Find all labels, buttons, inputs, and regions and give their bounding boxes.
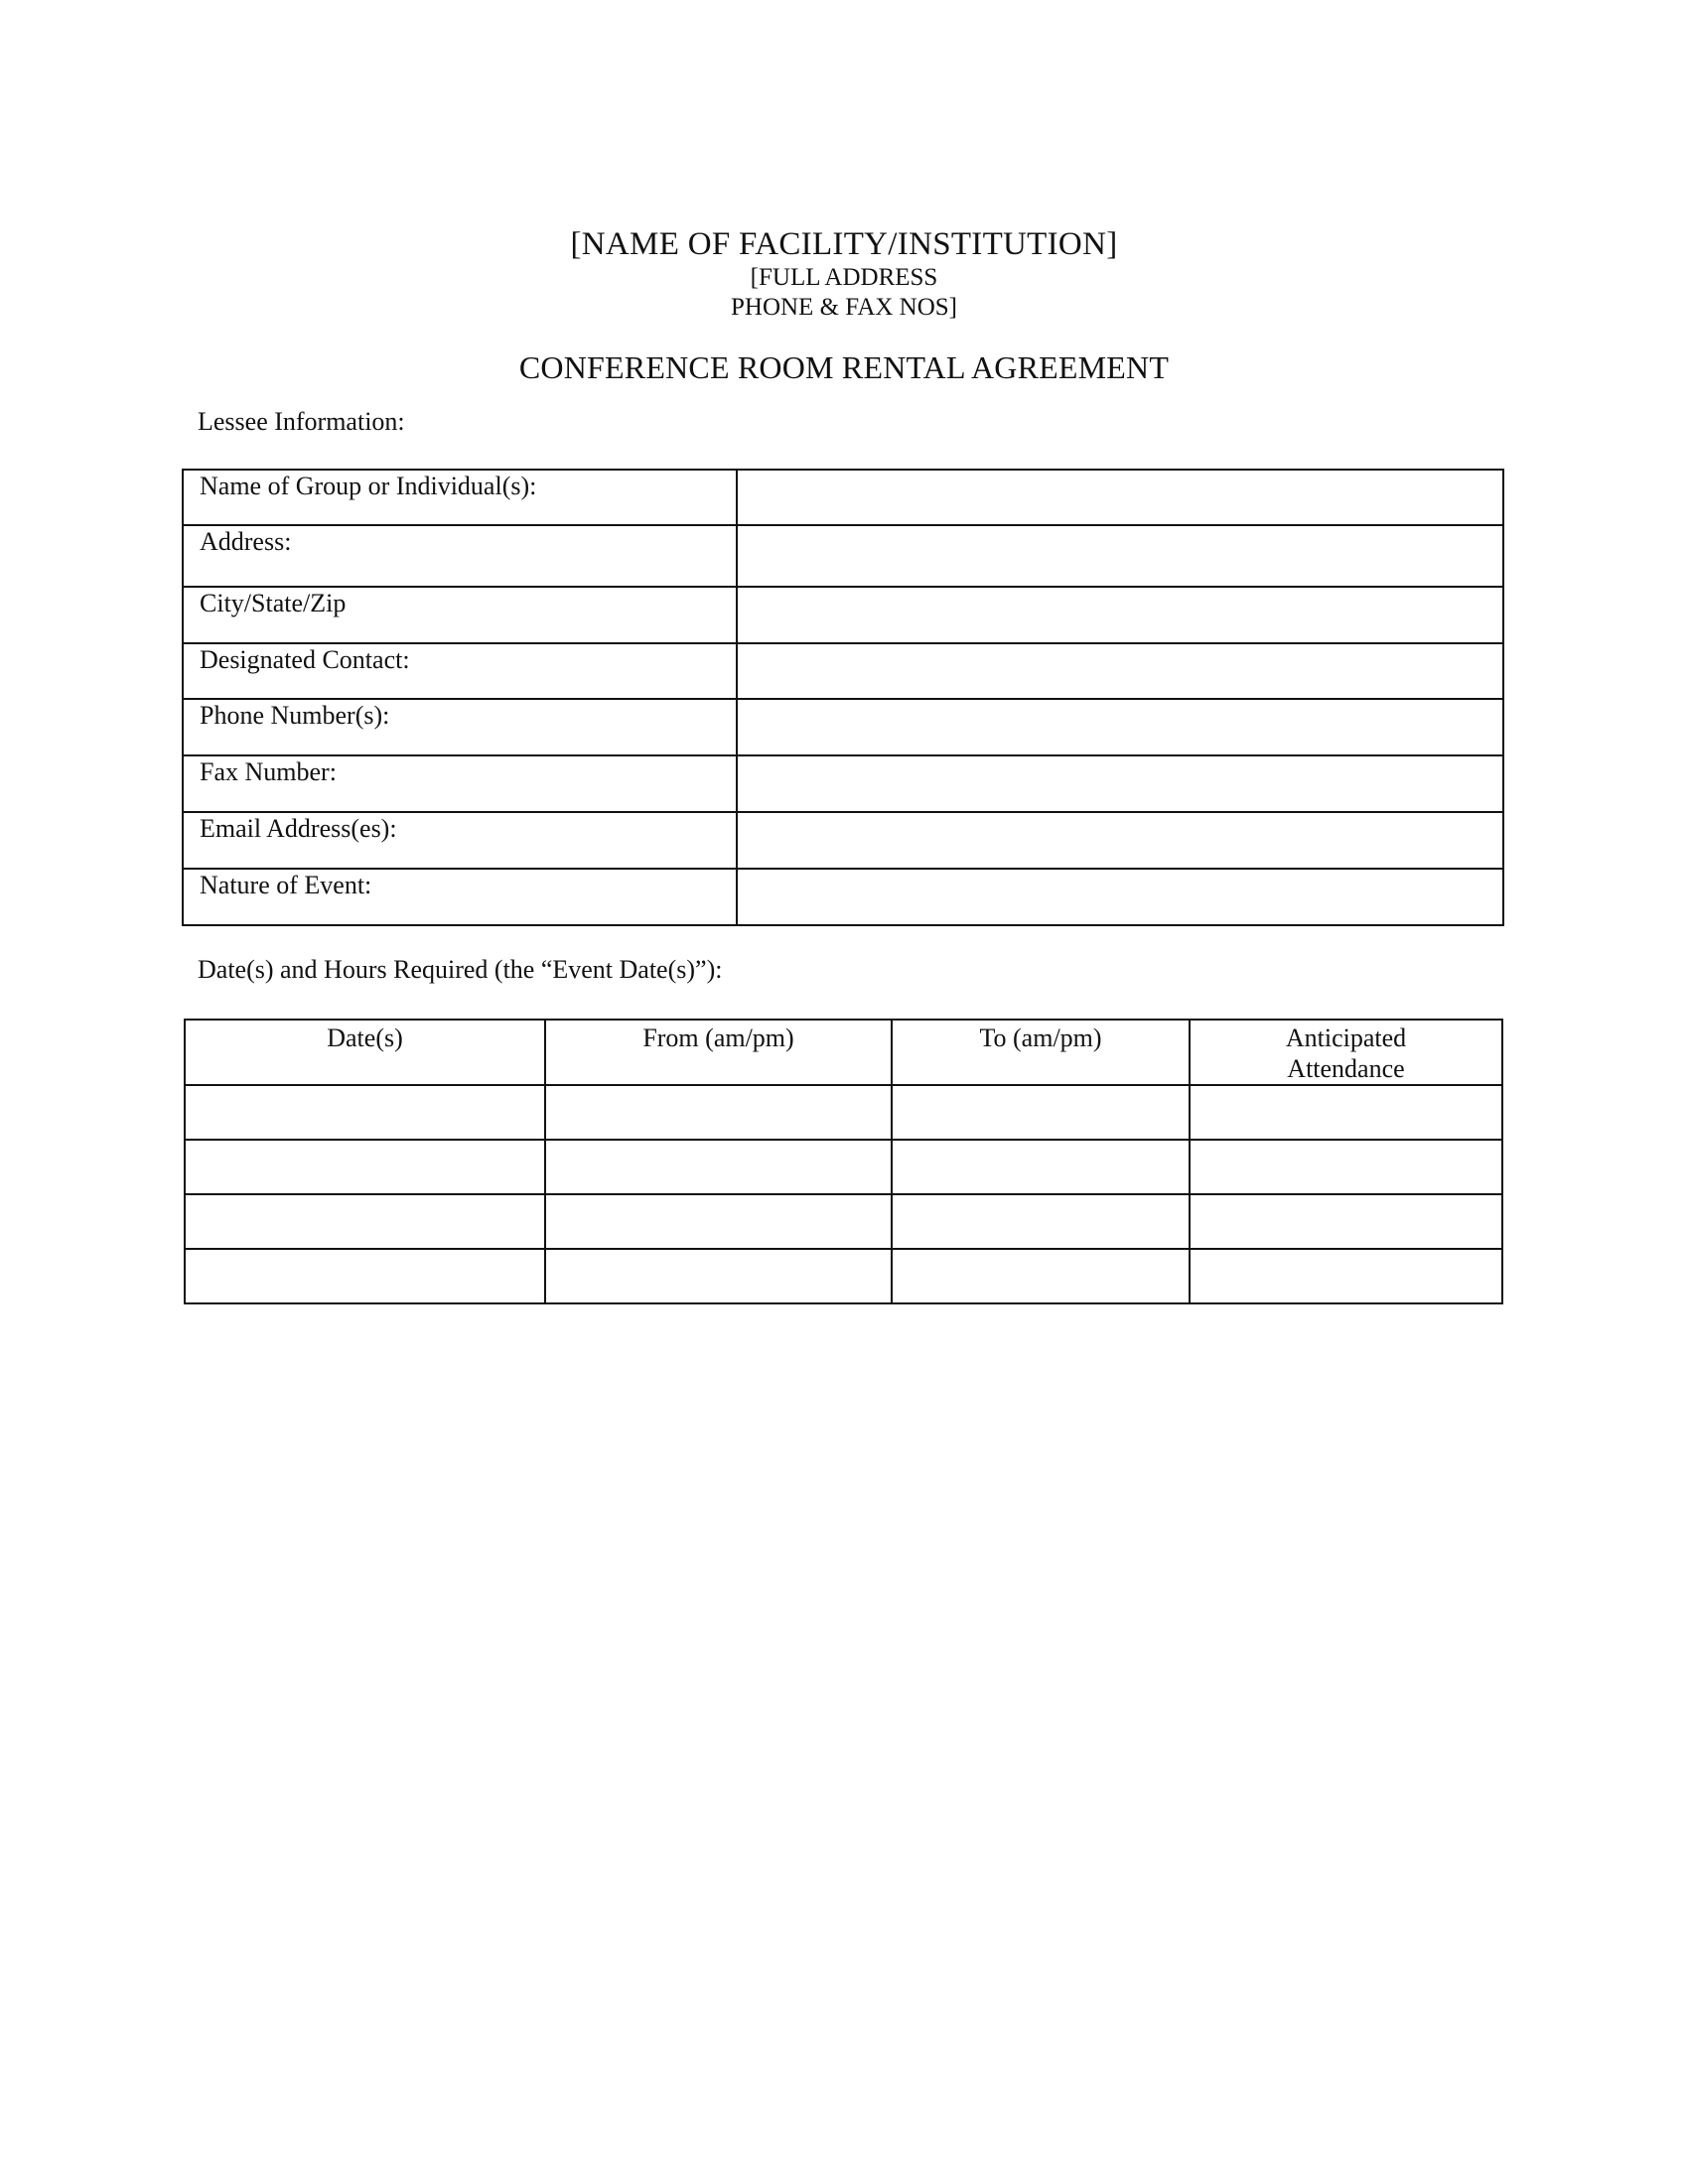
date-cell[interactable] [185,1140,545,1194]
facility-name: [NAME OF FACILITY/INSTITUTION] [570,226,1118,262]
table-row [183,587,1503,643]
table-row [183,869,1503,925]
phone-fax-line: PHONE & FAX NOS] [730,294,958,321]
city-state-zip-label: City/State/Zip [183,587,737,643]
to-time-cell[interactable] [892,1194,1190,1249]
email-addresses-field[interactable] [737,812,1503,869]
event-dates-heading: Date(s) and Hours Required (the “Event Date(s)”): [198,955,723,984]
document-title: CONFERENCE ROOM RENTAL AGREEMENT [518,349,1170,385]
to-time-cell[interactable] [892,1085,1190,1140]
city-state-zip-field[interactable] [737,587,1503,643]
table-row [183,812,1503,869]
attendance-cell[interactable] [1190,1085,1502,1140]
phone-numbers-field[interactable] [737,699,1503,755]
from-time-cell[interactable] [545,1085,892,1140]
group-name-field[interactable] [737,470,1503,525]
to-column-header: To (am/pm) [892,1020,1190,1085]
to-time-cell[interactable] [892,1249,1190,1303]
table-row [185,1140,1502,1194]
attendance-cell[interactable] [1190,1249,1502,1303]
lessee-info-table [182,469,1504,926]
table-row [183,643,1503,699]
fax-number-label: Fax Number: [183,755,737,812]
to-time-cell[interactable] [892,1140,1190,1194]
table-row [183,525,1503,587]
address-label: Address: [183,525,737,587]
attendance-column-header: Anticipated Attendance [1190,1020,1502,1085]
nature-of-event-label: Nature of Event: [183,869,737,925]
table-header-row [185,1020,1502,1085]
email-addresses-label: Email Address(es): [183,812,737,869]
group-name-label: Name of Group or Individual(s): [183,470,737,525]
date-cell[interactable] [185,1194,545,1249]
from-time-cell[interactable] [545,1140,892,1194]
from-time-cell[interactable] [545,1249,892,1303]
nature-of-event-field[interactable] [737,869,1503,925]
address-field[interactable] [737,525,1503,587]
attendance-cell[interactable] [1190,1140,1502,1194]
date-cell[interactable] [185,1249,545,1303]
table-row [183,470,1503,525]
dates-column-header: Date(s) [185,1020,545,1085]
from-column-header: From (am/pm) [545,1020,892,1085]
designated-contact-field[interactable] [737,643,1503,699]
lessee-info-heading: Lessee Information: [198,407,405,436]
table-row [183,699,1503,755]
date-cell[interactable] [185,1085,545,1140]
from-time-cell[interactable] [545,1194,892,1249]
table-row [183,755,1503,812]
phone-numbers-label: Phone Number(s): [183,699,737,755]
table-row [185,1194,1502,1249]
fax-number-field[interactable] [737,755,1503,812]
attendance-cell[interactable] [1190,1194,1502,1249]
table-row [185,1249,1502,1303]
event-dates-table [184,1019,1503,1304]
designated-contact-label: Designated Contact: [183,643,737,699]
full-address-line: [FULL ADDRESS [750,264,938,291]
table-row [185,1085,1502,1140]
